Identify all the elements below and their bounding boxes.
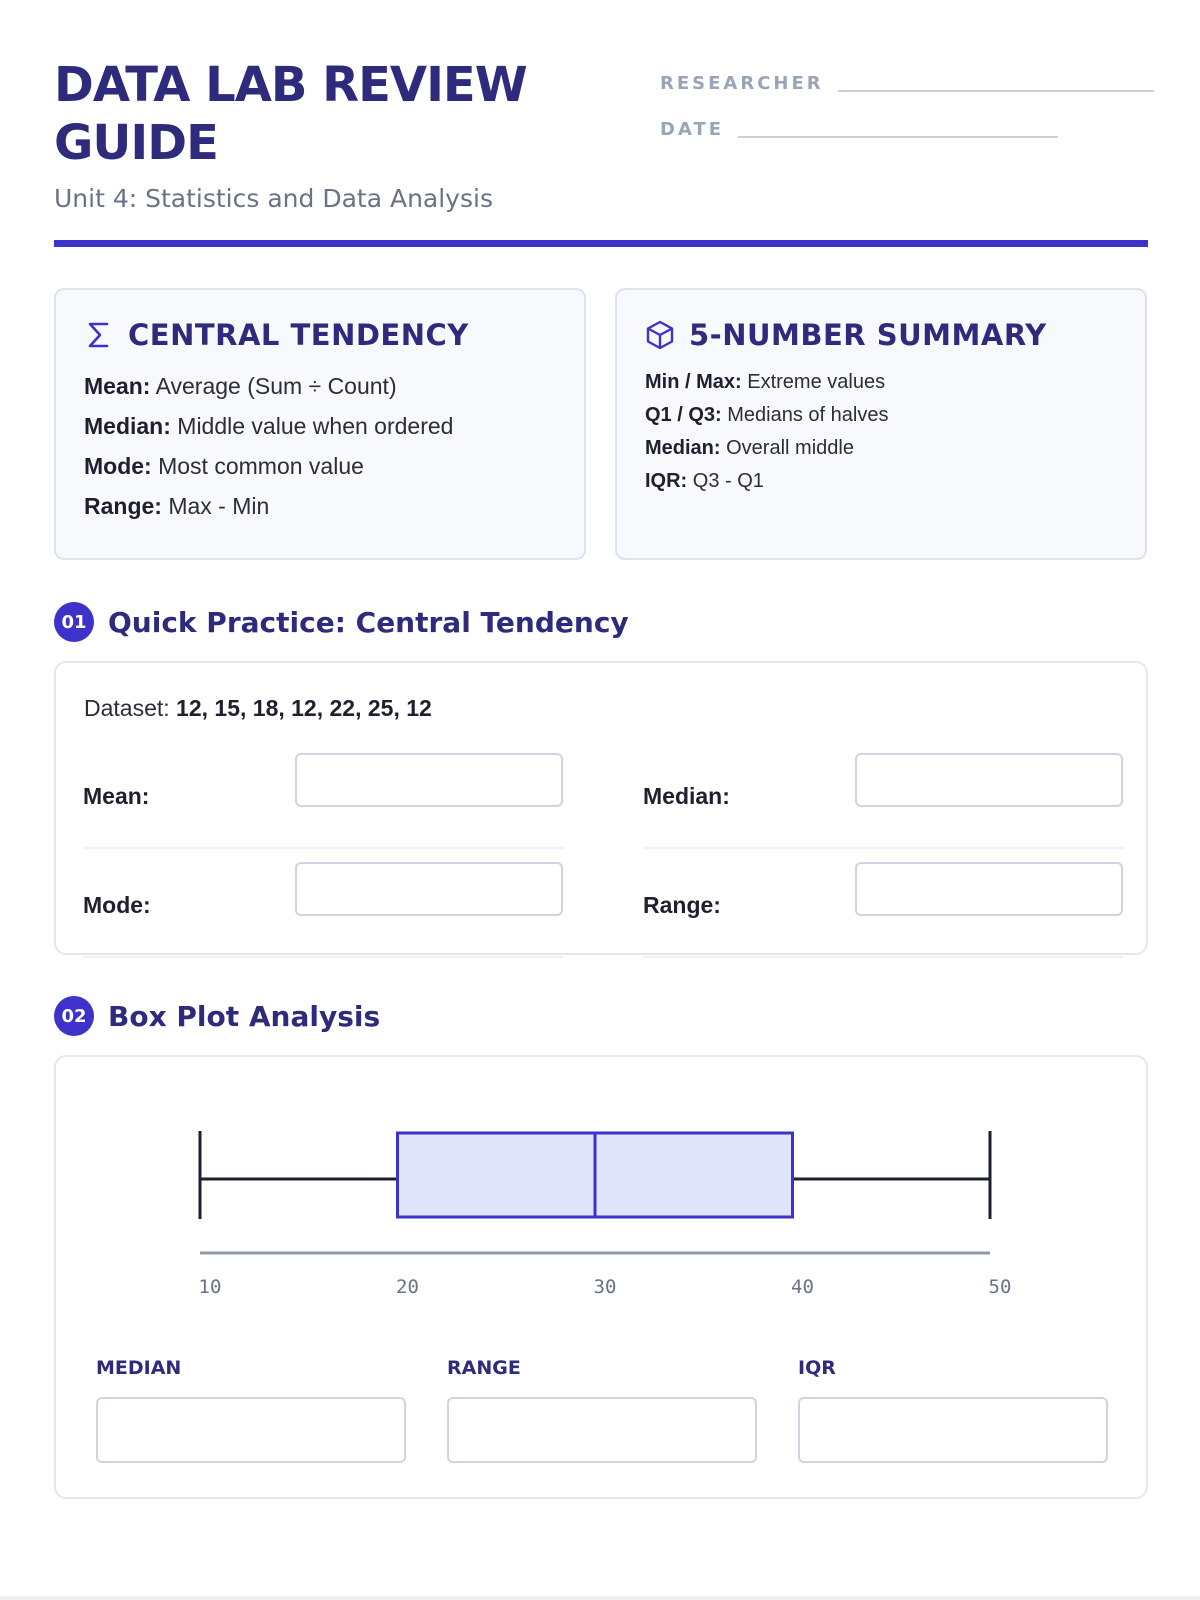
date-line[interactable] <box>738 136 1058 138</box>
central-tendency-card <box>54 288 586 560</box>
mean-field <box>83 753 563 849</box>
x-tick-label: 40 <box>791 1276 814 1298</box>
definition-term: Range: <box>84 493 162 519</box>
mode-input[interactable] <box>295 862 563 916</box>
x-tick-label: 10 <box>198 1276 222 1298</box>
dataset-values: 12, 15, 18, 12, 22, 25, 12 <box>176 695 432 721</box>
mean-input[interactable] <box>295 753 563 807</box>
section-number-badge: 02 <box>54 996 94 1036</box>
definition-desc: Max - Min <box>168 493 270 519</box>
definition-desc: Middle value when ordered <box>177 413 454 439</box>
dataset-line <box>84 695 432 722</box>
page-subtitle: Unit 4: Statistics and Data Analysis <box>54 184 493 213</box>
definition-term: Median: <box>84 413 171 439</box>
dataset-label: Dataset: <box>84 695 170 721</box>
section-heading-01 <box>54 602 629 642</box>
definition-row <box>645 366 1117 399</box>
card-title: 5-NUMBER SUMMARY <box>689 318 1047 352</box>
definition-row <box>84 446 556 486</box>
median-field <box>643 753 1123 849</box>
range-input[interactable] <box>855 862 1123 916</box>
definition-desc: Overall middle <box>726 437 854 459</box>
page-bottom-strip <box>0 1596 1200 1600</box>
card-header <box>645 318 1117 352</box>
definition-row <box>84 486 556 526</box>
iqr-answer <box>798 1357 1108 1463</box>
meta-fields <box>660 56 1154 148</box>
median-label: Median: <box>643 783 730 809</box>
definition-term: Mode: <box>84 453 152 479</box>
cube-icon <box>645 318 675 352</box>
x-tick-label: 30 <box>593 1276 617 1298</box>
definition-term: Q1 / Q3: <box>645 404 722 426</box>
x-tick-label: 50 <box>988 1276 1012 1298</box>
date-label: DATE <box>660 119 725 140</box>
definition-desc: Q3 - Q1 <box>692 470 764 492</box>
definition-term: Mean: <box>84 373 151 399</box>
definition-row <box>645 432 1117 465</box>
page-title: DATA LAB REVIEW GUIDE <box>54 57 527 171</box>
range-label: Range: <box>643 892 721 918</box>
median-answer-input[interactable] <box>96 1397 406 1463</box>
iqr-answer-label: IQR <box>798 1357 836 1379</box>
researcher-label: RESEARCHER <box>660 73 824 94</box>
definition-desc: Average (Sum ÷ Count) <box>155 373 397 399</box>
mode-field <box>83 862 563 958</box>
median-answer-label: MEDIAN <box>96 1357 182 1379</box>
median-input[interactable] <box>855 753 1123 807</box>
median-answer <box>96 1357 406 1463</box>
five-number-summary-card <box>615 288 1147 560</box>
definition-row <box>645 399 1117 432</box>
definition-term: Min / Max: <box>645 371 742 393</box>
section-number-badge: 01 <box>54 602 94 642</box>
range-answer <box>447 1357 757 1463</box>
definition-desc: Medians of halves <box>727 404 889 426</box>
box-plot-panel <box>54 1055 1148 1499</box>
definition-row <box>84 406 556 446</box>
definition-desc: Most common value <box>158 453 364 479</box>
researcher-row <box>660 56 1154 102</box>
section-title: Quick Practice: Central Tendency <box>108 605 629 639</box>
practice-panel <box>54 661 1148 955</box>
section-heading-02 <box>54 996 380 1036</box>
header-rule <box>54 240 1148 247</box>
sigma-icon <box>84 318 114 352</box>
range-field <box>643 862 1123 958</box>
date-row <box>660 102 1154 148</box>
x-tick-label: 20 <box>396 1276 419 1298</box>
definition-row <box>84 366 556 406</box>
card-title: CENTRAL TENDENCY <box>128 318 469 352</box>
iqr-answer-input[interactable] <box>798 1397 1108 1463</box>
box-plot-chart <box>56 1057 1146 1327</box>
definition-term: Median: <box>645 437 721 459</box>
definition-term: IQR: <box>645 470 688 492</box>
range-answer-input[interactable] <box>447 1397 757 1463</box>
range-answer-label: RANGE <box>447 1357 521 1379</box>
mean-label: Mean: <box>83 783 150 809</box>
definition-row <box>645 465 1117 498</box>
page-header <box>54 56 1148 248</box>
mode-label: Mode: <box>83 892 151 918</box>
card-header <box>84 318 556 352</box>
researcher-line[interactable] <box>838 90 1154 92</box>
section-title: Box Plot Analysis <box>108 999 381 1033</box>
definition-desc: Extreme values <box>747 371 886 393</box>
